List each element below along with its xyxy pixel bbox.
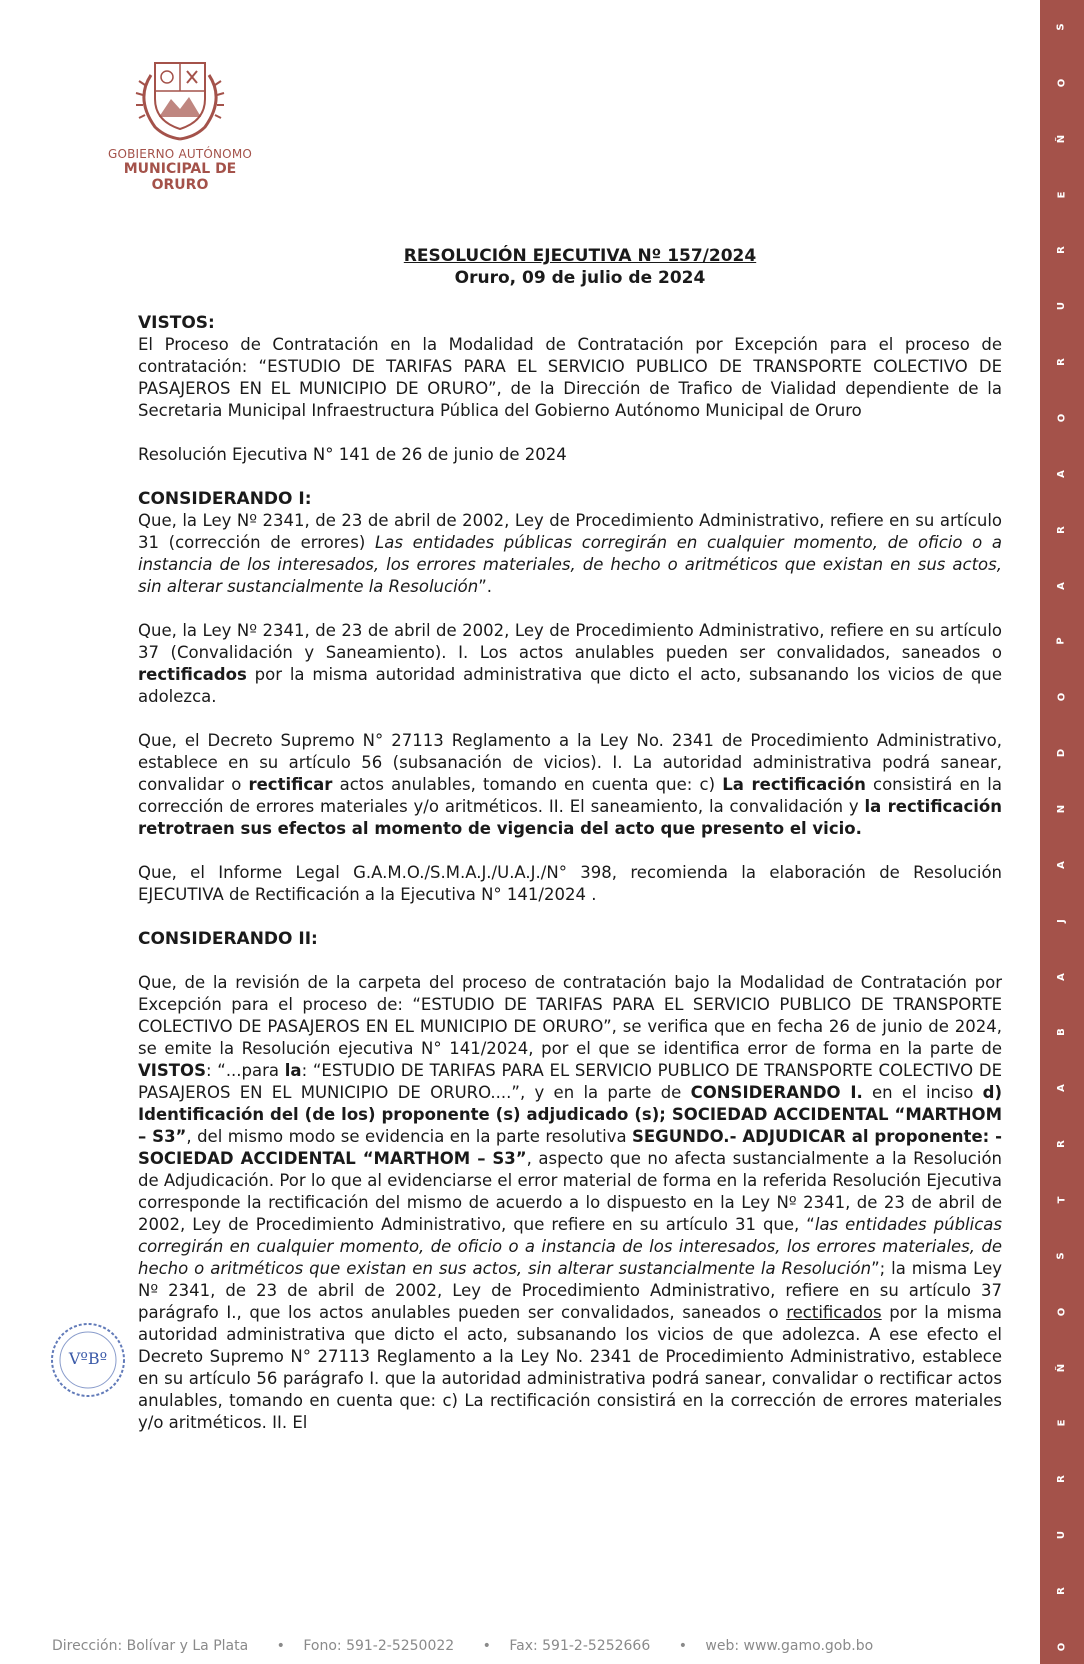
side-banner — [1040, 0, 1084, 1664]
text-run: Que, el Decreto Supremo N° 27113 Reglamento a la Ley No. 2341 de Procedimiento Administrativo, establece en su artículo 56 (subsanación de vicios). I. La autoridad administrativa podrá sanear, convalidar o — [138, 731, 1002, 794]
resolution-date: Oruro, 09 de julio de 2024 — [454, 268, 706, 288]
text-run: por la misma autoridad administrativa que dicto el acto, subsanando los vicios de que adolezca. A ese efecto el Decreto Supremo N° 27113 Reglamento a la Ley No. 2341 de Procedimiento Administrativo, establece en su artículo 56 parágrafo I. que la autoridad administrativa podrá sanear, convalidar o rectificar actos anulables, tomando en cuenta que: c) La rectificación consistirá en la corrección de errores materiales y/o aritméticos. II. El — [138, 1303, 1002, 1432]
side-banner-letter: U — [1056, 1531, 1067, 1540]
bold-term: d) Identificación del (de los) proponente (s) adjudicado (s); SOCIEDAD ACCIDENTAL “MARTHOM – S3” — [138, 1083, 1002, 1146]
side-banner-letter: O — [1055, 1307, 1067, 1317]
side-banner-letter: Ñ — [1056, 134, 1067, 143]
bold-term: CONSIDERANDO I. — [690, 1083, 863, 1102]
underlined-term: rectificados — [786, 1303, 882, 1322]
side-banner-letter: O — [1055, 413, 1067, 423]
text-run: actos anulables, tomando en cuenta que: c) — [332, 775, 723, 794]
text-run: por la misma autoridad administrativa que dicto el acto, subsanando los vicios de que adolezca. — [138, 665, 1002, 706]
bold-term: VISTOS — [138, 1061, 206, 1080]
text-run: , del mismo modo se evidencia en la parte resolutiva — [186, 1127, 633, 1146]
footer — [52, 1638, 1032, 1654]
side-banner-letter: S — [1055, 1252, 1067, 1260]
footer-phone: Fono: 591-2-5250022 — [303, 1638, 455, 1654]
considerando-2-paragraph — [138, 972, 1002, 1434]
side-banner-letter: R — [1055, 1587, 1067, 1595]
bold-term: rectificados — [138, 665, 247, 684]
coat-of-arms-icon — [125, 55, 235, 143]
side-banner-letter: A — [1056, 470, 1067, 478]
side-banner-letter: E — [1056, 1420, 1067, 1427]
side-banner-letter: T — [1055, 1196, 1067, 1204]
vistos-paragraph-2: Resolución Ejecutiva N° 141 de 26 de junio de 2024 — [138, 445, 567, 464]
side-banner-letter: A — [1056, 972, 1067, 981]
bold-term: La rectificación — [722, 775, 866, 794]
text-run: Que, de la revisión de la carpeta del proceso de contratación bajo la Modalidad de Contratación por Excepción para el proceso de: — [138, 973, 1002, 1014]
footer-fax: Fax: 591-2-5252666 — [509, 1638, 651, 1654]
considerando-1-heading: CONSIDERANDO I: — [138, 489, 312, 509]
considerando-1-paragraph-4: Que, el Informe Legal G.A.M.O./S.M.A.J./U.A.J./N° 398, recomienda la elaboración de Resolución EJECUTIVA de Rectificación a la Ejecutiva N° 141/2024 . — [138, 863, 1002, 904]
bold-term: la rectificación retrotraen sus efectos al momento de vigencia del acto que presento el vicio. — [138, 797, 1002, 838]
side-banner-letter: A — [1056, 1084, 1067, 1093]
text-run: Que, la Ley Nº 2341, de 23 de abril de 2002, Ley de Procedimiento Administrativo, refiere en su artículo 31 (corrección de errores) — [138, 511, 1002, 552]
text-run: consistirá en la corrección de errores materiales y/o aritméticos. II. El saneamiento, la convalidación y — [138, 775, 1003, 816]
side-banner-letter: O — [1055, 693, 1067, 702]
document-title-block — [140, 246, 1020, 288]
italic-quote: las entidades públicas corregirán en cualquier momento, de oficio o a instancia de los interesados, los errores materiales, de hecho o aritméticos que existan en sus actos, sin alterar sustancialmente la Resolución — [138, 1215, 1002, 1278]
resolution-number: RESOLUCIÓN EJECUTIVA Nº 157/2024 — [403, 246, 757, 266]
side-banner-letter: S — [1055, 23, 1067, 31]
footer-separator: • — [276, 1638, 285, 1654]
side-banner-letter: Ñ — [1056, 1363, 1067, 1372]
text-run: ”. — [478, 577, 493, 596]
org-line-2: MUNICIPAL DE ORURO — [123, 161, 237, 193]
side-banner-letter: R — [1055, 358, 1067, 367]
footer-address: Dirección: Bolívar y La Plata — [52, 1638, 249, 1654]
approval-stamp — [48, 1320, 128, 1400]
bold-term: SEGUNDO.- ADJUDICAR al proponente: - SOCIEDAD ACCIDENTAL “MARTHOM – S3” — [138, 1127, 1003, 1168]
vistos-paragraph-1 — [138, 334, 1002, 422]
text-run: : “ESTUDIO DE TARIFAS PARA EL SERVICIO PUBLICO DE TRANSPORTE COLECTIVO DE PASAJEROS EN EL MUNICIPIO DE ORURO....”, y en la parte de — [138, 1061, 1002, 1102]
side-banner-letter: E — [1056, 191, 1067, 198]
footer-separator: • — [678, 1638, 687, 1654]
side-banner-letter: B — [1056, 1028, 1067, 1037]
side-banner-letter: A — [1056, 581, 1067, 590]
side-banner-letter: J — [1055, 918, 1067, 923]
side-banner-letter: P — [1056, 637, 1067, 646]
side-banner-letter: R — [1055, 525, 1067, 534]
vistos-heading: VISTOS: — [138, 313, 215, 333]
footer-separator: • — [482, 1638, 491, 1654]
italic-quote: Las entidades públicas corregirán en cualquier momento, de oficio o a instancia de los interesados, los errores materiales, de hecho o aritméticos que existan en sus actos, sin alterar sustancialmente la Resolución — [138, 533, 1002, 596]
text-run: El Proceso de Contratación en la Modalidad de Contratación por Excepción para el proceso de contratación: — [138, 335, 1002, 376]
text-run: “ESTUDIO DE TARIFAS PARA EL SERVICIO PUBLICO DE TRANSPORTE COLECTIVO DE PASAJEROS EN EL MUNICIPIO DE ORURO”, de la Dirección de Trafico de Vialidad dependiente de la Secretaria Municipal Infraestructura Pública del Gobierno Autónomo Municipal de Oruro — [138, 357, 1002, 420]
text-run: : “...para — [205, 1061, 285, 1080]
municipal-logo — [95, 55, 265, 195]
side-banner-letter: R — [1055, 246, 1067, 255]
stamp-text: VºBº — [68, 1349, 108, 1368]
side-banner-letter: A — [1056, 861, 1067, 869]
side-banner-letter: U — [1056, 302, 1067, 311]
text-run: “ESTUDIO DE TARIFAS PARA EL SERVICIO PUBLICO DE TRANSPORTE COLECTIVO DE PASAJEROS EN EL MUNICIPIO DE ORURO”, se verifica que en fecha 26 de junio de 2024, se emite la Resolución ejecutiva N° 141/2024, por el que se identifica error de forma en la parte de — [138, 995, 1002, 1058]
text-run: en el inciso — [862, 1083, 983, 1102]
considerando-1-paragraph-3 — [138, 730, 1002, 840]
considerando-2-heading: CONSIDERANDO II: — [138, 929, 318, 949]
side-banner-letter: R — [1055, 1140, 1067, 1149]
considerando-1-paragraph-2 — [138, 620, 1002, 708]
text-run: Que, la Ley Nº 2341, de 23 de abril de 2002, Ley de Procedimiento Administrativo, refiere en su artículo 37 (Convalidación y Saneamiento). I. Los actos anulables pueden ser convalidados, saneados o — [138, 621, 1002, 662]
side-banner-letter: R — [1055, 1475, 1067, 1484]
org-line-1: GOBIERNO AUTÓNOMO — [107, 147, 253, 161]
bold-term: rectificar — [248, 775, 333, 794]
text-run: , aspecto que no afecta sustancialmente a la Resolución de Adjudicación. Por lo que al evidenciarse el error material de forma en la referida Resolución Ejecutiva corresponde la rectificación del mismo de acuerdo a lo dispuesto en la Ley Nº 2341, de 23 de abril de 2002, Ley de Procedimiento Administrativo, que refiere en su artículo 31 que, “ — [138, 1149, 1003, 1234]
text-run: ”; la misma Ley Nº 2341, de 23 de abril de 2002, Ley de Procedimiento Administrativo, refiere en su artículo 37 parágrafo I., que los actos anulables pueden ser convalidados, saneados o — [138, 1259, 1002, 1322]
bold-term: la — [284, 1061, 302, 1080]
side-banner-letter: O — [1055, 1642, 1067, 1652]
side-banner-letter: D — [1056, 749, 1067, 758]
side-banner-letter: N — [1056, 804, 1067, 814]
stamp-seal-icon — [48, 1320, 128, 1400]
considerando-1-paragraph-1 — [138, 510, 1002, 598]
document-body — [138, 312, 1002, 1434]
footer-web: web: www.gamo.gob.bo — [705, 1638, 874, 1654]
side-banner-letter: O — [1055, 78, 1067, 88]
